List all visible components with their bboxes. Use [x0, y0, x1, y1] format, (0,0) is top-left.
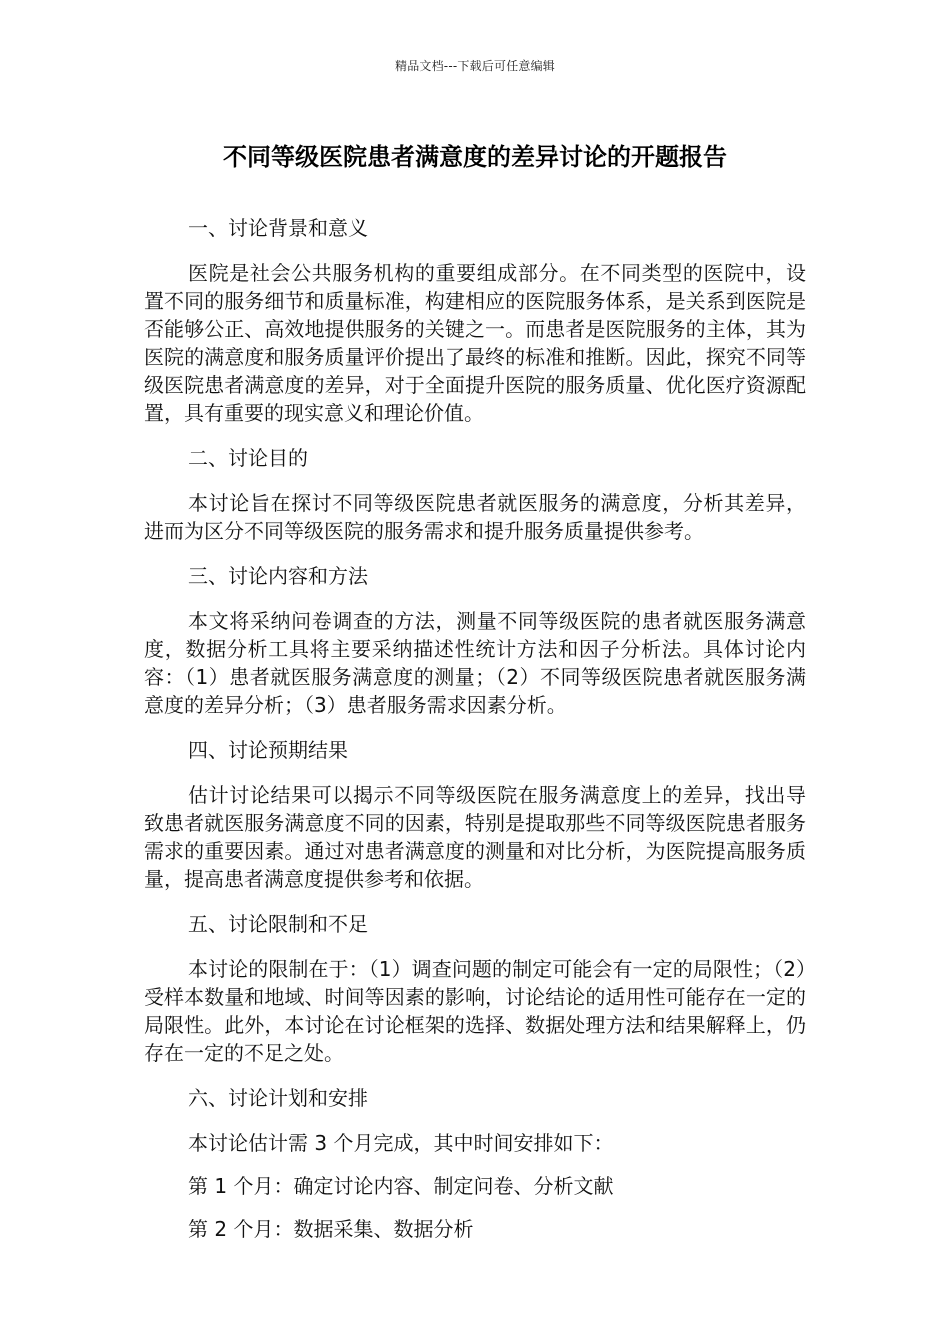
section-paragraph: 医院是社会公共服务机构的重要组成部分。在不同类型的医院中，设置不同的服务细节和质量标准，构建相应的医院服务体系，是关系到医院是否能够公正、高效地提供服务的关键之一。而患者是医院服务的主体，其为医院的满意度和服务质量评价提出了最终的标准和推断。因此，探究不同等级医院患者满意度的差异，对于全面提升医院的服务质量、优化医疗资源配置，具有重要的现实意义和理论价值。 — [144, 261, 806, 425]
section-heading: 一、讨论背景和意义 — [188, 216, 368, 240]
section-paragraph: 本讨论旨在探讨不同等级医院患者就医服务的满意度，分析其差异，进而为区分不同等级医院的服务需求和提升服务质量提供参考。 — [144, 491, 806, 543]
section-expected-results — [144, 736, 806, 893]
section-paragraph: 估计讨论结果可以揭示不同等级医院在服务满意度上的差异，找出导致患者就医服务满意度不同的因素，特别是提取那些不同等级医院患者服务需求的重要因素。通过对患者满意度的测量和对比分析，为医院提高服务质量，提高患者满意度提供参考和依据。 — [144, 783, 806, 891]
section-limitations — [144, 910, 806, 1067]
section-heading: 三、讨论内容和方法 — [188, 564, 368, 588]
section-heading: 六、讨论计划和安排 — [188, 1086, 368, 1110]
section-heading: 五、讨论限制和不足 — [188, 912, 368, 936]
section-heading: 二、讨论目的 — [188, 446, 308, 470]
section-schedule — [144, 1084, 806, 1243]
schedule-line: 本讨论估计需 3 个月完成，其中时间安排如下： — [188, 1131, 614, 1155]
section-methods — [144, 562, 806, 719]
section-paragraph: 本讨论的限制在于：（1）调查问题的制定可能会有一定的局限性；（2）受样本数量和地域、时间等因素的影响，讨论结论的适用性可能存在一定的局限性。此外，本讨论在讨论框架的选择、数据处理方法和结果解释上，仍存在一定的不足之处。 — [144, 957, 806, 1065]
section-heading: 四、讨论预期结果 — [188, 738, 348, 762]
schedule-line: 第 1 个月：确定讨论内容、制定问卷、分析文献 — [188, 1174, 614, 1198]
document-title: 不同等级医院患者满意度的差异讨论的开题报告 — [223, 143, 727, 171]
schedule-line: 第 2 个月：数据采集、数据分析 — [188, 1217, 474, 1241]
section-paragraph: 本文将采纳问卷调查的方法，测量不同等级医院的患者就医服务满意度，数据分析工具将主要采纳描述性统计方法和因子分析法。具体讨论内容：（1）患者就医服务满意度的测量；（2）不同等级医院患者就医服务满意度的差异分析；（3）患者服务需求因素分析。 — [144, 609, 806, 717]
header-note: 精品文档---下载后可任意编辑 — [395, 59, 555, 73]
section-purpose — [144, 444, 806, 545]
document-body — [144, 214, 806, 1258]
section-background — [144, 214, 806, 427]
